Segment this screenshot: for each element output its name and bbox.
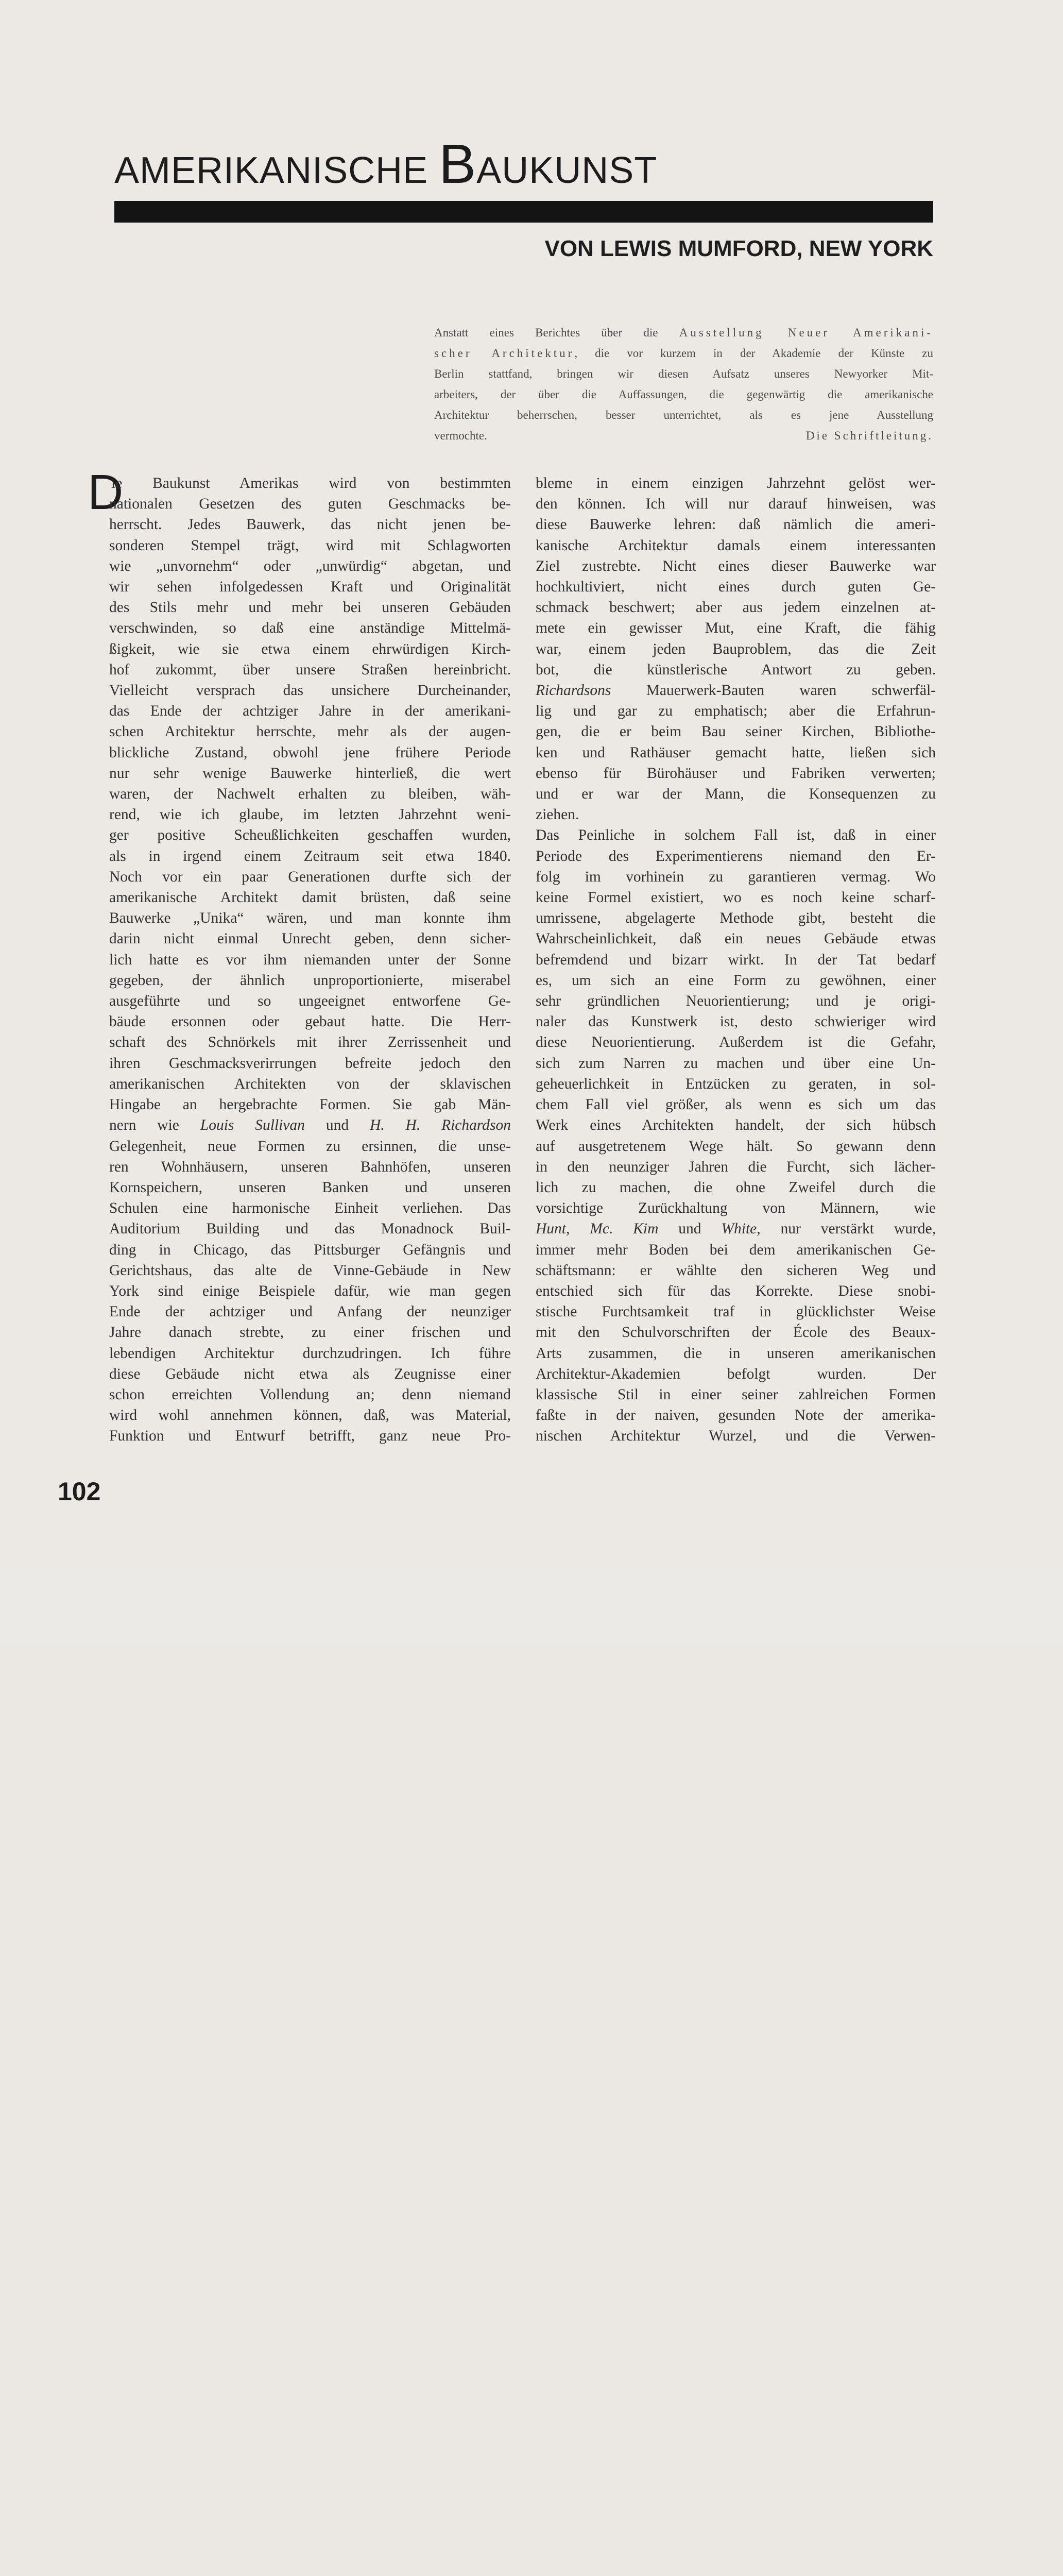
text-line: keine Formel existiert, wo es noch keine scharf- bbox=[536, 889, 936, 906]
exhibition-name: Ausstellung Neuer Amerikani- bbox=[679, 326, 933, 339]
text-line: waren, der Nachwelt erhalten zu bleiben, wäh- bbox=[109, 786, 511, 803]
text-line: folg im vorhinein zu garantieren vermag. Wo bbox=[536, 868, 936, 885]
text-line: bot, die künstlerische Antwort zu geben. bbox=[536, 661, 936, 678]
text-line: sich zum Narren zu machen und über eine Un- bbox=[536, 1055, 936, 1072]
text-line: ziehen. bbox=[536, 806, 579, 823]
text-line: diese Bauwerke lehren: daß nämlich die ameri- bbox=[536, 516, 936, 533]
text-line: umrissene, abgelagerte Methode gibt, besteht die bbox=[536, 910, 936, 927]
text-line: schmack beschwert; aber aus jedem einzelnen at- bbox=[536, 599, 936, 616]
text-line: Gerichtshaus, das alte de Vinne-Gebäude in New bbox=[109, 1262, 511, 1279]
text-line: war, einem jeden Bauproblem, das die Zeit bbox=[536, 640, 936, 657]
text-line: ie Baukunst Amerikas wird von bestimmten bbox=[111, 475, 511, 492]
text-line: Hingabe an hergebrachte Formen. Sie gab Män- bbox=[109, 1096, 511, 1113]
text-line: wie „unvornehm“ oder „unwürdig“ abgetan, und bbox=[109, 557, 511, 574]
text-line: Noch vor ein paar Generationen durfte sich der bbox=[109, 868, 511, 885]
text-line: lebendigen Architektur durchzudringen. Ich führe bbox=[109, 1345, 511, 1362]
text-line: vorsichtige Zurückhaltung von Männern, wie bbox=[536, 1200, 936, 1217]
title-part-1: AMERIKANISCHE bbox=[114, 150, 439, 191]
text-line: chem Fall viel größer, als wenn es sich um das bbox=[536, 1096, 936, 1113]
digitization-footer bbox=[0, 1567, 1063, 1645]
text-line: diese Neuorientierung. Außerdem ist die Gefahr, bbox=[536, 1034, 936, 1051]
text-line: das Ende der achtziger Jahre in der amerikani- bbox=[109, 703, 511, 720]
text-line: kanische Architektur damals einem interessanten bbox=[536, 537, 936, 554]
text-line: Jahre danach strebte, zu einer frischen und bbox=[109, 1324, 511, 1341]
editor-signature: Die Schriftleitung. bbox=[805, 429, 933, 442]
text-line: lich hatte es vor ihm niemanden unter der Sonne bbox=[109, 951, 511, 968]
title-rule-bar bbox=[114, 201, 933, 223]
text-line: ausgeführte und so ungeeignet entworfene Ge- bbox=[109, 993, 511, 1010]
text-line: faßte in der naiven, gesunden Note der amerika- bbox=[536, 1407, 936, 1424]
text-line: ger positive Scheußlichkeiten geschaffen wurden, bbox=[109, 827, 511, 844]
text-line: ding in Chicago, das Pittsburger Gefängnis und bbox=[109, 1241, 511, 1258]
text-line: Schulen eine harmonische Einheit verliehen. Das bbox=[109, 1200, 511, 1217]
text-line: Ziel zustrebte. Nicht eines dieser Bauwerke war bbox=[536, 557, 936, 574]
text-line: wird wohl annehmen können, daß, was Material, bbox=[109, 1407, 511, 1424]
text-line: sonderen Stempel trägt, wird mit Schlagworten bbox=[109, 537, 511, 554]
text-line: Hunt, Mc. Kim und White, nur verstärkt wurde, bbox=[536, 1221, 936, 1238]
text-line: schen Architektur herrschte, mehr als der augen- bbox=[109, 723, 511, 740]
text-line: geheuerlichkeit in Entzücken zu geraten, in sol- bbox=[536, 1075, 936, 1092]
editor-note-line: Anstatt eines Berichtes über die Ausstellung Neuer Amerikani- bbox=[434, 326, 933, 339]
text-line: entschied sich für das Korrekte. Diese snobi- bbox=[536, 1282, 936, 1299]
text-line: immer mehr Boden bei dem amerikanischen Ge- bbox=[536, 1241, 936, 1258]
page-number: 102 bbox=[58, 1477, 101, 1506]
text-line: es, um sich an eine Form zu gewöhnen, einer bbox=[536, 972, 936, 989]
text-line: ren Wohnhäusern, unseren Bahnhöfen, unseren bbox=[109, 1158, 511, 1175]
text-line: auf ausgetretenem Wege hält. So gewann denn bbox=[536, 1138, 936, 1155]
text-line: als in irgend einem Zeitraum seit etwa 1840. bbox=[109, 848, 511, 865]
text-line: Richardsons Mauerwerk-Bauten waren schwerfäl- bbox=[536, 682, 936, 699]
text-line: Wahrscheinlichkeit, daß ein neues Gebäude etwas bbox=[536, 930, 936, 947]
text-line: wir sehen infolgedessen Kraft und Originalität bbox=[109, 579, 511, 596]
text-line: schon erreichten Vollendung an; denn niemand bbox=[109, 1386, 511, 1403]
name-hunt-mc-kim: Hunt, Mc. Kim bbox=[536, 1221, 659, 1238]
text-line: hof zukommt, über unsere Straßen hereinbricht. bbox=[109, 661, 511, 678]
editor-note-line: vermochte. Die Schriftleitung. bbox=[434, 426, 933, 446]
text-line: diese Gebäude nicht etwa als Zeugnisse einer bbox=[109, 1365, 511, 1382]
text-line: schäftsmann: er wählte den sicheren Weg und bbox=[536, 1262, 936, 1279]
text-line: hochkultiviert, nicht eines durch guten Ge- bbox=[536, 579, 936, 596]
text-line: ßigkeit, wie sie etwa einem ehrwürdigen Kirch- bbox=[109, 640, 511, 657]
text-line: des Stils mehr und mehr bei unseren Gebäuden bbox=[109, 599, 511, 616]
text-line: und er war der Mann, die Konsequenzen zu bbox=[536, 786, 936, 803]
text-line: Periode des Experimentierens niemand den Er- bbox=[536, 848, 936, 865]
text-line: den können. Ich will nur darauf hinweisen, was bbox=[536, 496, 936, 513]
text-line: verschwinden, so daß eine anständige Mittelmä- bbox=[109, 620, 511, 637]
text-line: darin nicht einmal Unrecht geben, denn sicher- bbox=[109, 930, 511, 947]
text-line: nur sehr wenige Bauwerke hinterließ, die wert bbox=[109, 765, 511, 782]
text-line: Auditorium Building und das Monadnock Buil- bbox=[109, 1221, 511, 1238]
text-line: blickliche Zustand, obwohl jene frühere Periode bbox=[109, 744, 511, 761]
text-line: ebenso für Bürohäuser und Fabriken verwerten; bbox=[536, 765, 936, 782]
text-line: Bauwerke „Unika“ wären, und man konnte ihm bbox=[109, 910, 511, 927]
text-line: Ende der achtziger und Anfang der neunziger bbox=[109, 1303, 511, 1320]
name-hh-richardson: H. H. Richardson bbox=[369, 1117, 511, 1134]
title-part-2: AUKUNST bbox=[476, 150, 658, 191]
text-line: nern wie Louis Sullivan und H. H. Richardson bbox=[109, 1117, 511, 1134]
name-louis-sullivan: Louis Sullivan bbox=[200, 1117, 305, 1134]
text-line: Kornspeichern, unseren Banken und unseren bbox=[109, 1179, 511, 1196]
text-line: naler das Kunstwerk ist, desto schwieriger wird bbox=[536, 1013, 936, 1030]
text-line: Das Peinliche in solchem Fall ist, daß in einer bbox=[536, 827, 936, 844]
text-line: befremdend und bizarr wirkt. In der Tat bedarf bbox=[536, 951, 936, 968]
text-line: herrscht. Jedes Bauwerk, das nicht jenen be- bbox=[109, 516, 511, 533]
text-line: Architektur-Akademien befolgt wurden. Der bbox=[536, 1365, 936, 1382]
text-line: mit den Schulvorschriften der École des Beaux- bbox=[536, 1324, 936, 1341]
text-line: schaft des Schnörkels mit ihrer Zerrissenheit und bbox=[109, 1034, 511, 1051]
text-line: lig und gar zu emphatisch; aber die Erfahrun- bbox=[536, 703, 936, 720]
text-line: gen, die er beim Bau seiner Kirchen, Bibliothe- bbox=[536, 723, 936, 740]
editor-note-line: scher Architektur, die vor kurzem in der Akademie der Künste zu bbox=[434, 347, 933, 360]
text-line: Arts zusammen, die in unseren amerikanischen bbox=[536, 1345, 936, 1362]
text-line: nationalen Gesetzen des guten Geschmacks be- bbox=[109, 496, 511, 513]
name-richardsons: Richardsons bbox=[536, 682, 611, 699]
text-line: bleme in einem einzigen Jahrzehnt gelöst wer- bbox=[536, 475, 936, 492]
name-white: White bbox=[721, 1221, 757, 1238]
text-line: York sind einige Beispiele dafür, wie man gegen bbox=[109, 1282, 511, 1299]
text-line: ken und Rathäuser gemacht hatte, ließen sich bbox=[536, 744, 936, 761]
text-line: amerikanische Architekt damit brüsten, daß seine bbox=[109, 889, 511, 906]
text-line: Vielleicht versprach das unsichere Durcheinander, bbox=[109, 682, 511, 699]
article-title bbox=[114, 132, 658, 196]
text-line: amerikanischen Architekten von der sklavischen bbox=[109, 1075, 511, 1092]
text-line: in den neunziger Jahren die Furcht, sich lächer- bbox=[536, 1158, 936, 1175]
text-line: mete ein gewisser Mut, eine Kraft, die fähig bbox=[536, 620, 936, 637]
text-line: lich zu machen, die ohne Zweifel durch die bbox=[536, 1179, 936, 1196]
text-line: Funktion und Entwurf betrifft, ganz neue Pro- bbox=[109, 1428, 511, 1445]
editor-note-line: arbeiters, der über die Auffassungen, die gegenwärtig die amerikanische bbox=[434, 388, 933, 401]
text-line: Gelegenheit, neue Formen zu ersinnen, die unse- bbox=[109, 1138, 511, 1155]
title-initial-capital: B bbox=[439, 132, 477, 195]
text-line: rend, wie ich glaube, im letzten Jahrzehnt weni- bbox=[109, 806, 511, 823]
body-column-left bbox=[109, 473, 511, 1447]
editor-note-line: Berlin stattfand, bringen wir diesen Aufsatz unseres Newyorker Mit- bbox=[434, 367, 933, 380]
article-author: VON LEWIS MUMFORD, NEW YORK bbox=[544, 236, 933, 261]
text-line: sehr gründlichen Neuorientierung; und je origi- bbox=[536, 993, 936, 1010]
editor-note bbox=[434, 323, 933, 446]
text-line: stische Furchtsamkeit traf in glücklichster Weise bbox=[536, 1303, 936, 1320]
text-line: ihren Geschmacksverirrungen befreite jedoch den bbox=[109, 1055, 511, 1072]
text-line: nischen Architektur Wurzel, und die Verwen- bbox=[536, 1428, 936, 1445]
text-line: bäude ersonnen oder gebaut hatte. Die Herr- bbox=[109, 1013, 511, 1030]
text-line: gegeben, der ähnlich unproportionierte, miserabel bbox=[109, 972, 511, 989]
text-line: klassische Stil in einer seiner zahlreichen Formen bbox=[536, 1386, 936, 1403]
drop-cap: D bbox=[88, 465, 124, 520]
text-line: Werk eines Architekten handelt, der sich hübsch bbox=[536, 1117, 936, 1134]
editor-note-line: Architektur beherrschen, besser unterrichtet, als es jene Ausstellung bbox=[434, 409, 933, 421]
body-column-right bbox=[536, 473, 936, 1447]
